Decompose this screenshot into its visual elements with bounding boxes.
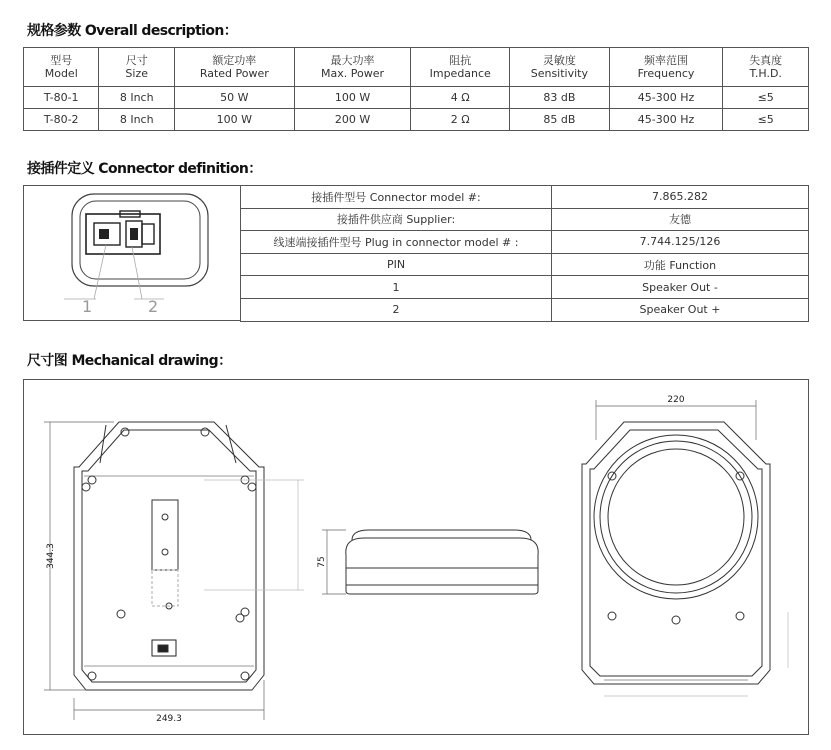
spec-row <box>24 109 809 131</box>
spec-cell: 50 W <box>174 87 294 109</box>
mechanical-drawing <box>23 379 809 735</box>
connector-row <box>241 253 809 276</box>
connector-row <box>241 231 809 254</box>
spec-cell: 100 W <box>294 87 411 109</box>
front-view-screws <box>82 428 256 680</box>
connector-drawing <box>24 186 240 320</box>
connector-label-cell: 接插件供应商 Supplier: <box>241 208 552 231</box>
spec-cell: 200 W <box>294 109 411 131</box>
spec-header-cell: 灵敏度 Sensitivity <box>510 48 610 87</box>
connector-value-cell: 功能 Function <box>552 253 809 276</box>
connector-label-cell: 2 <box>241 298 552 321</box>
side-width-dimension-label: 220 <box>667 395 685 405</box>
connector-illustration <box>23 185 241 321</box>
height-dimension-label: 344.3 <box>46 543 56 569</box>
spec-cell: 83 dB <box>510 87 610 109</box>
spec-row <box>24 87 809 109</box>
spec-cell: 85 dB <box>510 109 610 131</box>
connector-value-cell: Speaker Out + <box>552 298 809 321</box>
rear-view-screws <box>608 472 744 624</box>
connector-row <box>241 298 809 321</box>
rear-view-dimensions <box>596 400 788 696</box>
spec-header-cell: 阻抗 Impedance <box>411 48 510 87</box>
connector-value-cell: Speaker Out - <box>552 276 809 299</box>
connector-label-cell: 接插件型号 Connector model #: <box>241 186 552 209</box>
connector-value-cell: 7.865.282 <box>552 186 809 209</box>
connector-label-cell: PIN <box>241 253 552 276</box>
spec-cell: ≤5 <box>723 87 809 109</box>
width-dimension-label: 249.3 <box>156 714 182 724</box>
side-view <box>346 530 538 594</box>
spec-cell: T-80-1 <box>24 87 99 109</box>
front-view-dimensions <box>44 422 304 720</box>
spec-header-cell: 失真度 T.H.D. <box>723 48 809 87</box>
spec-cell: ≤5 <box>723 109 809 131</box>
spec-header-cell: 最大功率 Max. Power <box>294 48 411 87</box>
spec-cell: 45-300 Hz <box>609 109 723 131</box>
spec-section-title: 规格参数 Overall description： <box>27 23 238 39</box>
connector-section-title: 接插件定义 Connector definition： <box>27 161 262 177</box>
spec-cell: 100 W <box>174 109 294 131</box>
spec-header-cell: 型号 Model <box>24 48 99 87</box>
spec-cell: 8 Inch <box>99 109 174 131</box>
spec-cell: 2 Ω <box>411 109 510 131</box>
connector-value-cell: 7.744.125/126 <box>552 231 809 254</box>
connector-row <box>241 208 809 231</box>
connector-value-cell: 友德 <box>552 208 809 231</box>
drawing-section-title: 尺寸图 Mechanical drawing： <box>27 353 232 369</box>
spec-cell: 8 Inch <box>99 87 174 109</box>
front-view <box>74 422 264 690</box>
rear-view <box>582 422 770 684</box>
pin-1-label: 1 <box>82 297 93 316</box>
spec-header-cell: 频率范围 Frequency <box>609 48 723 87</box>
mechanical-drawing-svg <box>24 380 808 734</box>
connector-row <box>241 276 809 299</box>
spec-cell: 45-300 Hz <box>609 87 723 109</box>
connector-label-cell: 线速端接插件型号 Plug in connector model # : <box>241 231 552 254</box>
connector-table <box>240 185 809 322</box>
spec-table <box>23 47 809 131</box>
depth-dimension-label: 75 <box>317 556 327 568</box>
connector-row <box>241 186 809 209</box>
spec-header-row <box>24 48 809 87</box>
connector-label-cell: 1 <box>241 276 552 299</box>
spec-header-cell: 额定功率 Rated Power <box>174 48 294 87</box>
spec-cell: T-80-2 <box>24 109 99 131</box>
pin-2-label: 2 <box>148 297 159 316</box>
spec-header-cell: 尺寸 Size <box>99 48 174 87</box>
spec-cell: 4 Ω <box>411 87 510 109</box>
